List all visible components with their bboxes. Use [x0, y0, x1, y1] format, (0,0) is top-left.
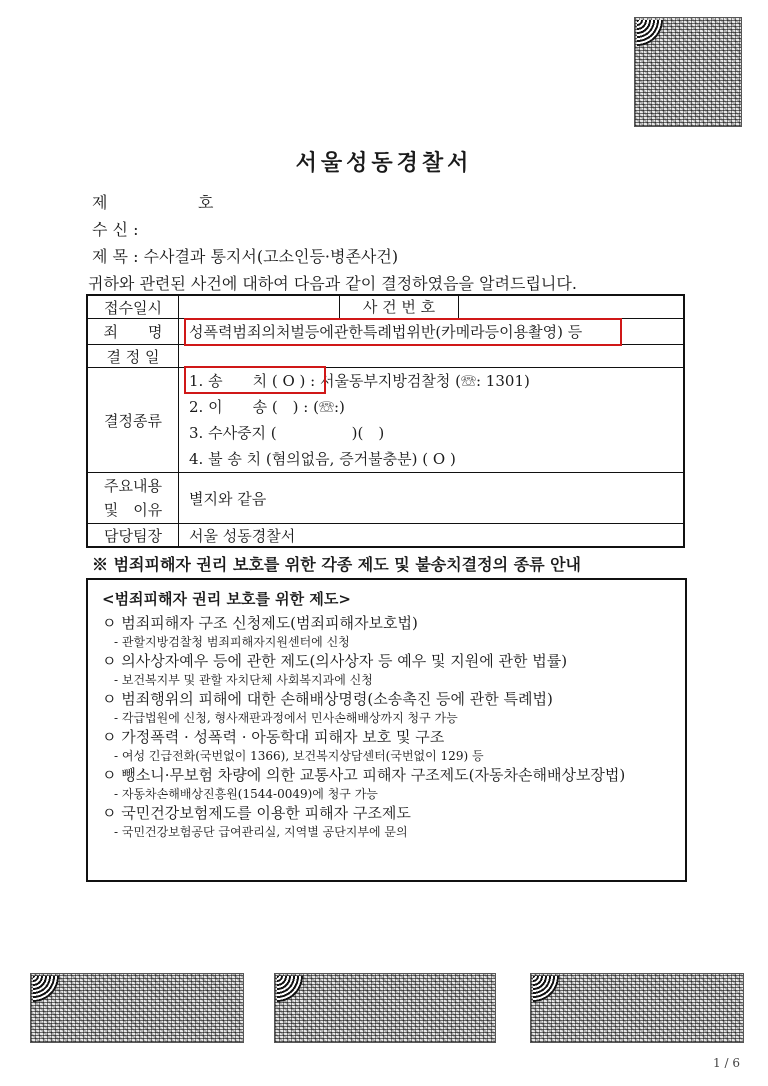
rights-list: [102, 614, 625, 842]
decision-type-label: 결정종류: [87, 368, 179, 473]
data-code-bottom-2: [274, 973, 496, 1043]
data-code-bottom-3: [530, 973, 744, 1043]
decision-option-non-referral: 4. 불 송 치 (혐의없음, 증거불충분) ( O ): [189, 450, 456, 468]
received-date-value: [179, 296, 339, 318]
team-label: 담당팀장: [87, 524, 179, 548]
rights-item-detail: - 각급법원에 신청, 형사재판과정에서 민사손해배상까지 청구 가능: [114, 711, 458, 725]
rights-item-detail: - 국민건강보험공단 급여관리실, 지역별 공단지부에 문의: [114, 825, 408, 839]
decision-option-referral: 1. 송 치 ( O ) : 서울동부지방검찰청 (☏: 1301): [189, 372, 530, 390]
number-suffix: 호: [198, 193, 214, 212]
victim-rights-box: [86, 578, 687, 882]
case-no-value: [459, 296, 683, 318]
rights-item-title: ㅇ 국민건강보험제도를 이용한 피해자 구조제도: [102, 804, 411, 822]
crime-label: 죄 명: [87, 319, 179, 345]
reason-label-1: 주요내용: [104, 477, 162, 495]
rights-heading: <범죄피해자 권리 보호를 위한 제도>: [102, 590, 351, 608]
recipient-line: 수 신 :: [92, 220, 139, 239]
rights-item-title: ㅇ 뺑소니·무보험 차량에 의한 교통사고 피해자 구조제도(자동차손해배상보장법): [102, 766, 626, 784]
crime-value: 성폭력범죄의처벌등에관한특례법위반(카메라등이용촬영) 등: [179, 319, 685, 345]
rights-item-title: ㅇ 가정폭력 · 성폭력 · 아동학대 피해자 보호 및 구조: [102, 728, 445, 746]
rights-item-title: ㅇ 의사상자예우 등에 관한 제도(의사상자 등 예우 및 지원에 관한 법률): [102, 652, 568, 670]
rights-item-detail: - 관할지방검찰청 범죄피해자지원센터에 신청: [114, 635, 350, 649]
rights-item-title: ㅇ 범죄행위의 피해에 대한 손해배상명령(소송촉진 등에 관한 특례법): [102, 690, 553, 708]
rights-item-detail: - 여성 긴급전화(국번없이 1366), 보건복지상담센터(국번없이 129) 등: [114, 749, 484, 763]
subject-line: 제 목 : 수사결과 통지서(고소인등·병존사건): [92, 247, 399, 266]
number-label: 제: [92, 193, 108, 212]
reason-label-2: 및 이유: [103, 501, 163, 519]
decision-date-label: 결 정 일: [87, 345, 179, 368]
case-no-label: 사 건 번 호: [339, 296, 459, 318]
rights-item-detail: - 보건복지부 및 관할 자치단체 사회복지과에 신청: [114, 673, 373, 687]
data-code-top: [634, 17, 742, 127]
received-date-label: 접수일시: [87, 295, 179, 319]
team-value: 서울 성동경찰서: [179, 524, 685, 548]
intro-text: 귀하와 관련된 사건에 대하여 다음과 같이 결정하였음을 알려드립니다.: [88, 274, 577, 293]
decision-option-suspension: 3. 수사중지 ( )( ): [189, 424, 385, 442]
reason-value: 별지와 같음: [179, 473, 685, 524]
page-title: 서울성동경찰서: [295, 150, 473, 176]
highlight-crime: [184, 318, 622, 346]
notice-heading: ※ 범죄피해자 권리 보호를 위한 각종 제도 및 불송치결정의 종류 안내: [92, 555, 582, 574]
rights-item-title: ㅇ 범죄피해자 구조 신청제도(범죄피해자보호법): [102, 614, 418, 632]
decision-date-value: [179, 345, 685, 368]
highlight-referral: [184, 366, 326, 394]
rights-item-detail: - 자동차손해배상진흥원(1544-0049)에 청구 가능: [114, 787, 378, 801]
data-code-bottom-1: [30, 973, 244, 1043]
page-number: 1 / 6: [713, 1056, 740, 1070]
decision-option-transfer: 2. 이 송 ( ) : (☏:): [189, 398, 345, 416]
